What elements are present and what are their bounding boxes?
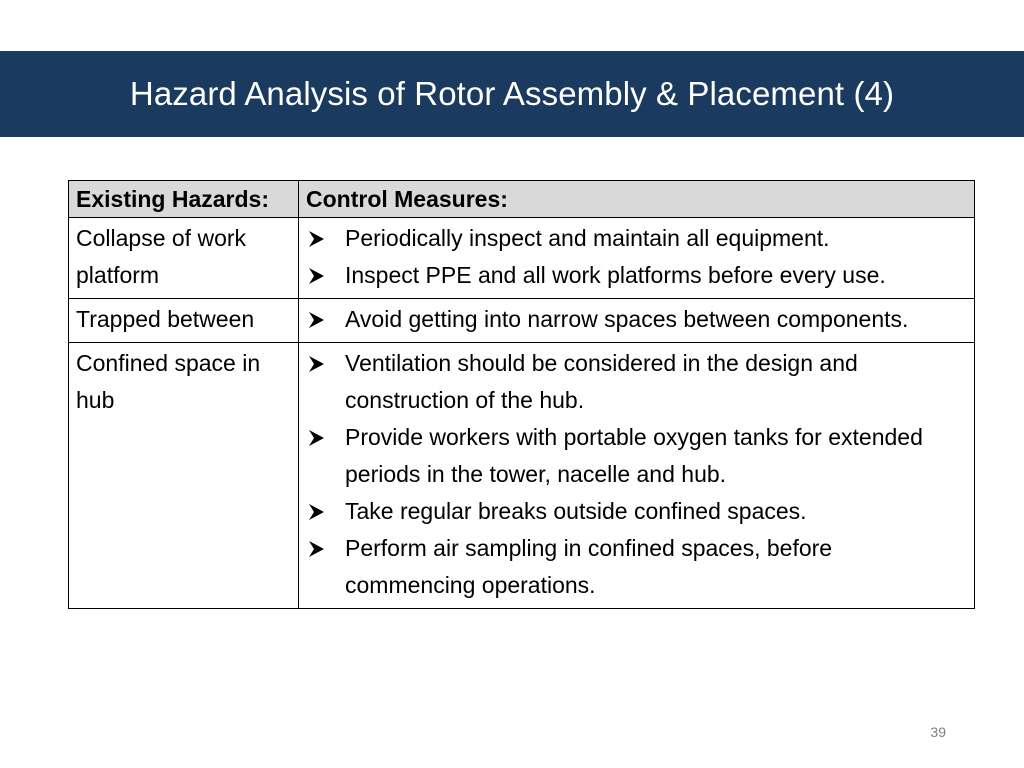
arrowhead-bullet-icon (307, 419, 331, 456)
measure-list (306, 345, 967, 604)
hazard-cell: Trapped between (69, 299, 299, 343)
measure-list (306, 301, 967, 338)
arrowhead-bullet-icon (307, 257, 331, 294)
hazard-table (68, 180, 975, 609)
list-item (306, 220, 967, 257)
measure-text: Inspect PPE and all work platforms before every use. (345, 262, 886, 288)
measure-list (306, 220, 967, 294)
arrowhead-bullet-icon (307, 301, 331, 338)
control-measures-cell (299, 218, 975, 299)
page-number: 39 (930, 724, 946, 740)
header-control-measures: Control Measures: (299, 181, 975, 218)
hazard-cell: Collapse of work platform (69, 218, 299, 299)
table-row (69, 299, 975, 343)
arrowhead-bullet-icon (307, 493, 331, 530)
header-existing-hazards: Existing Hazards: (69, 181, 299, 218)
control-measures-cell (299, 343, 975, 609)
measure-text: Take regular breaks outside confined spaces. (345, 498, 807, 524)
control-measures-cell (299, 299, 975, 343)
list-item (306, 493, 967, 530)
title-bar (0, 51, 1024, 137)
measure-text: Periodically inspect and maintain all equipment. (345, 225, 830, 251)
list-item (306, 530, 967, 604)
measure-text: Provide workers with portable oxygen tanks for extended periods in the tower, nacelle and hub. (345, 424, 923, 487)
measure-text: Ventilation should be considered in the design and construction of the hub. (345, 350, 858, 413)
measure-text: Perform air sampling in confined spaces, before commencing operations. (345, 535, 833, 598)
list-item (306, 419, 967, 493)
table-row (69, 218, 975, 299)
list-item (306, 301, 967, 338)
list-item (306, 257, 967, 294)
slide-title: Hazard Analysis of Rotor Assembly & Placement (4) (129, 75, 895, 112)
table-header-row (69, 181, 975, 218)
list-item (306, 345, 967, 419)
table-row (69, 343, 975, 609)
arrowhead-bullet-icon (307, 220, 331, 257)
measure-text: Avoid getting into narrow spaces between components. (345, 306, 909, 332)
arrowhead-bullet-icon (307, 345, 331, 382)
hazard-cell: Confined space in hub (69, 343, 299, 609)
arrowhead-bullet-icon (307, 530, 331, 567)
